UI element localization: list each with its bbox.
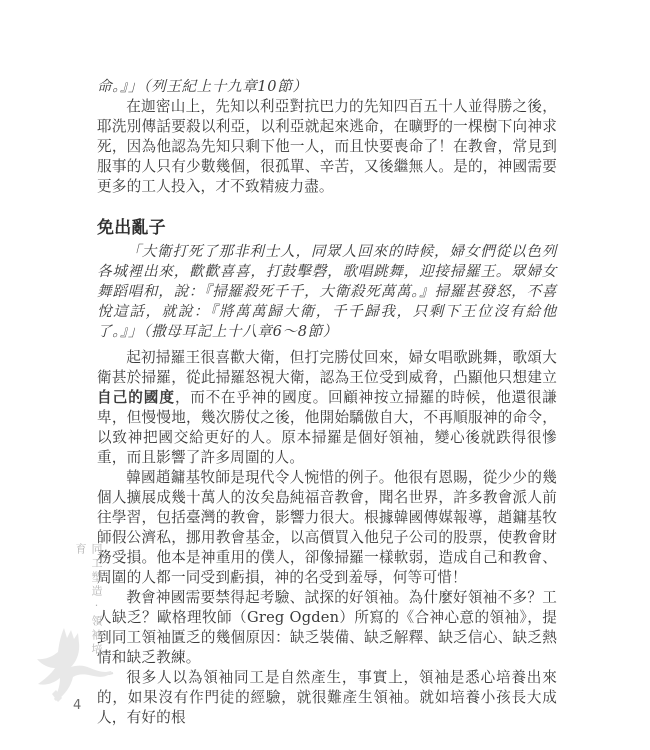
- paragraph-elijah: 在迦密山上，先知以利亞對抗巴力的先知四百五十人並得勝之後，耶洗別傳話要殺以利亞，以利亞就起來逃命，在曠野的一棵樹下向神求死，因為他認為先知只剩下他一人，而且快要喪命了！在教會，常見到服事的人只有少數幾個，很孤單、辛苦，又後繼無人。是的，神國需要更多的工人投入，才不致精疲力盡。: [97, 98, 557, 195]
- section-heading: 免出亂子: [97, 218, 166, 238]
- flying-goose-icon: [34, 624, 114, 704]
- scripture-quote: 「大衛打死了那非利士人，同眾人回來的時候，婦女們從以色列各城裡出來，歡歡喜喜，打鼓擊磬，歌唱跳舞，迎接掃羅王。眾婦女舞蹈唱和，說：『掃羅殺死千千，大衛殺死萬萬。』掃羅甚發怒，不喜悅這話，就說：『將萬萬歸大衛，千千歸我，只剩下王位沒有給他了。』」（撒母耳記上十八章6～8節）: [97, 243, 557, 340]
- paragraph-cho: 韓國趙鏞基牧師是現代令人惋惜的例子。他很有恩賜，從少少的幾個人擴展成幾十萬人的汝矣島純福音教會，聞名世界，許多教會派人前往學習，包括臺灣的教會，影響力很大。根據韓國傳媒報導，趙鏞基牧師假公濟私，挪用教會基金，以高價買入他兒子公司的股票，使教會財務受損。他本是神重用的僕人，卻像掃羅一樣軟弱，造成自己和教會、周圍的人都一同受到虧損，神的名受到羞辱，何等可惜！: [97, 469, 557, 586]
- paragraph-saul-rest: ，而不在乎神的國度。回顧神按立掃羅的時候，他還很謙卑，但慢慢地，幾次勝仗之後，他開始驕傲自大，不再順服神的命令，以致神把國交給更好的人。原本掃羅是個好領袖，變心後就跌得很慘重，而且影響了許多周圍的人。: [97, 389, 557, 466]
- chapter-side-label: 同工塑造‧領袖培育: [74, 543, 103, 657]
- paragraph-saul-bold-phrase: 自己的國度: [97, 389, 175, 406]
- page-number: 4: [73, 698, 82, 713]
- paragraph-discipleship: 很多人以為領袖同工是自然產生，事實上，領袖是悉心培養出來的，如果沒有作門徒的經驗，就很難產生領袖。就如培養小孩長大成人，有好的根: [97, 669, 557, 726]
- paragraph-saul: [97, 348, 557, 468]
- page-text-column: [97, 77, 557, 728]
- paragraph-leaders: 教會神國需要禁得起考驗、試探的好領袖。為什麼好領袖不多？工人缺乏？歐格理牧師（Greg Ogden）所寫的《合神心意的領袖》，提到同工領袖匱乏的幾個原因：缺乏裝備、缺乏解釋、缺乏信心、缺乏熱情和缺乏教練。: [97, 589, 557, 666]
- paragraph-saul-lead: 起初掃羅王很喜歡大衛，但打完勝仗回來，婦女唱歌跳舞，歌頌大衛甚於掃羅，從此掃羅怒視大衛，認為王位受到威脅，凸顯他只想建立: [97, 349, 557, 386]
- carryover-quote-line: 命。』」（列王紀上十九章10節）: [97, 78, 308, 95]
